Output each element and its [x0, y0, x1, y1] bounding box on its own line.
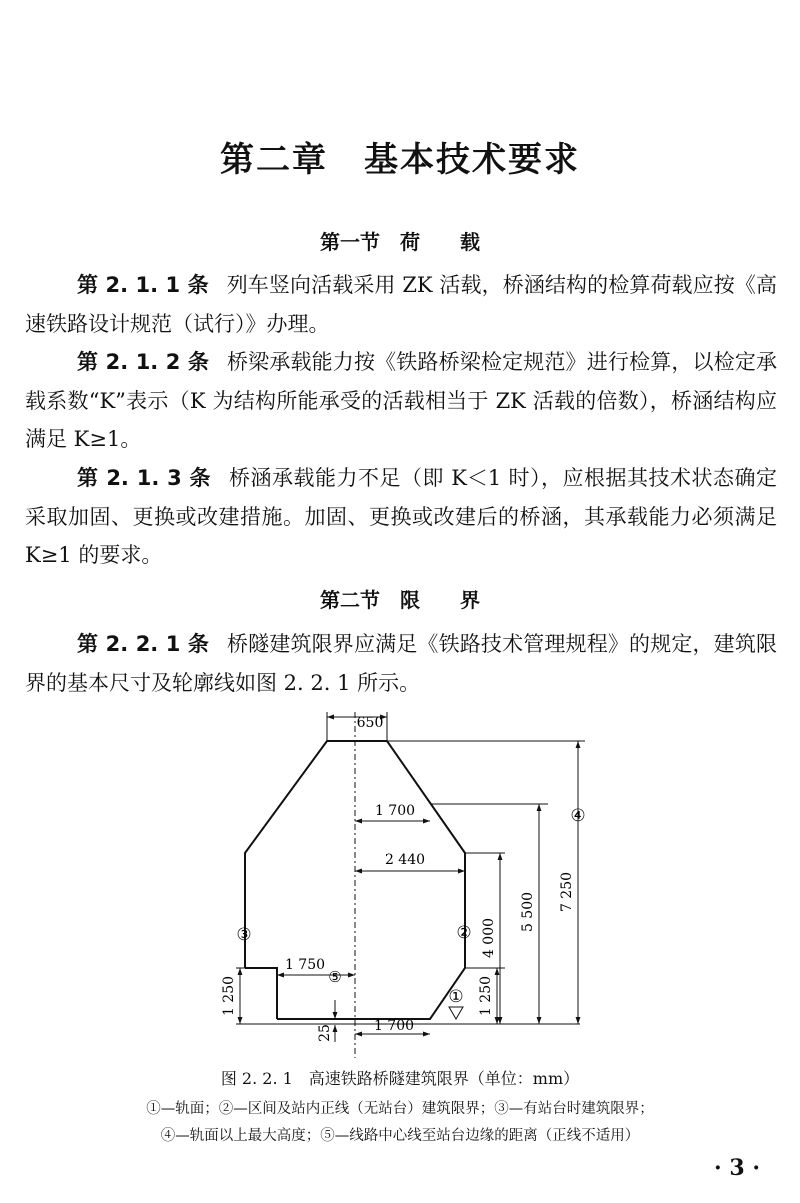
dim-650: 650: [356, 715, 384, 731]
clause-text: 桥隧建筑限界应满足《铁路技术管理规程》的规定，建筑限界的基本尺寸及轮廓线如图 2. 2. 1 所示。: [25, 632, 777, 695]
dim-7250: 7 250: [559, 871, 575, 913]
dim-2440: 2 440: [384, 852, 426, 868]
dim-1700-top: 1 700: [374, 803, 416, 819]
marker-3: ③: [236, 925, 252, 945]
figure-note-1: ①—轨面；②—区间及站内正线（无站台）建筑限界；③—有站台时建筑限界；: [146, 1101, 654, 1117]
clause-text: 桥涵承载能力不足（即 K＜1 时），应根据其技术状态确定采取加固、更换或改建措施。加固、更换或改建后的桥涵，其承载能力必须满足 K≥1 的要求。: [25, 466, 777, 567]
dim-25: 25: [317, 1024, 333, 1042]
clause-number: 第 2. 1. 2 条: [77, 350, 209, 374]
clause-2-1-2: [25, 343, 777, 459]
clause-number: 第 2. 1. 1 条: [77, 273, 209, 297]
section-title-loads: 第一节 荷 载: [320, 230, 480, 254]
clearance-diagram: [0, 700, 800, 1060]
clearance-outline-platform: [245, 968, 277, 1019]
clause-text: 桥梁承载能力按《铁路桥梁检定规范》进行检算，以检定承载系数“K”表示（K 为结构所能承受的活载相当于 ZK 活载的倍数），桥涵结构应满足 K≥1。: [25, 350, 777, 451]
clause-number: 第 2. 1. 3 条: [77, 466, 212, 490]
chapter-title: 第二章 基本技术要求: [220, 140, 580, 180]
dim-1700-bottom: 1 700: [373, 1018, 415, 1034]
figure-caption: 图 2. 2. 1 高速铁路桥隧建筑限界（单位：mm）: [220, 1069, 580, 1088]
marker-1: ①: [448, 987, 464, 1007]
section-title-clearance: 第二节 限 界: [320, 588, 480, 612]
marker-2: ②: [456, 923, 472, 943]
clause-2-1-3: [25, 459, 777, 575]
clause-2-1-1: [25, 266, 777, 343]
dim-5500: 5 500: [520, 891, 536, 933]
dim-1250-left: 1 250: [221, 975, 237, 1017]
marker-5: ⑤: [328, 968, 342, 986]
clause-number: 第 2. 2. 1 条: [77, 632, 209, 656]
dim-1250-right: 1 250: [478, 975, 494, 1017]
dim-4000: 4 000: [481, 917, 497, 959]
clause-text: 列车竖向活载采用 ZK 活载，桥涵结构的检算荷载应按《高速铁路设计规范（试行）》办理。: [25, 273, 777, 336]
page-number: · 3 ·: [714, 1155, 760, 1181]
figure-note-2: ④—轨面以上最大高度；⑤—线路中心线至站台边缘的距离（正线不适用）: [160, 1128, 640, 1144]
rail-level-symbol: [449, 1007, 463, 1019]
clause-2-2-1: [25, 625, 777, 702]
marker-4: ④: [570, 806, 586, 826]
dim-1750: 1 750: [284, 957, 326, 973]
